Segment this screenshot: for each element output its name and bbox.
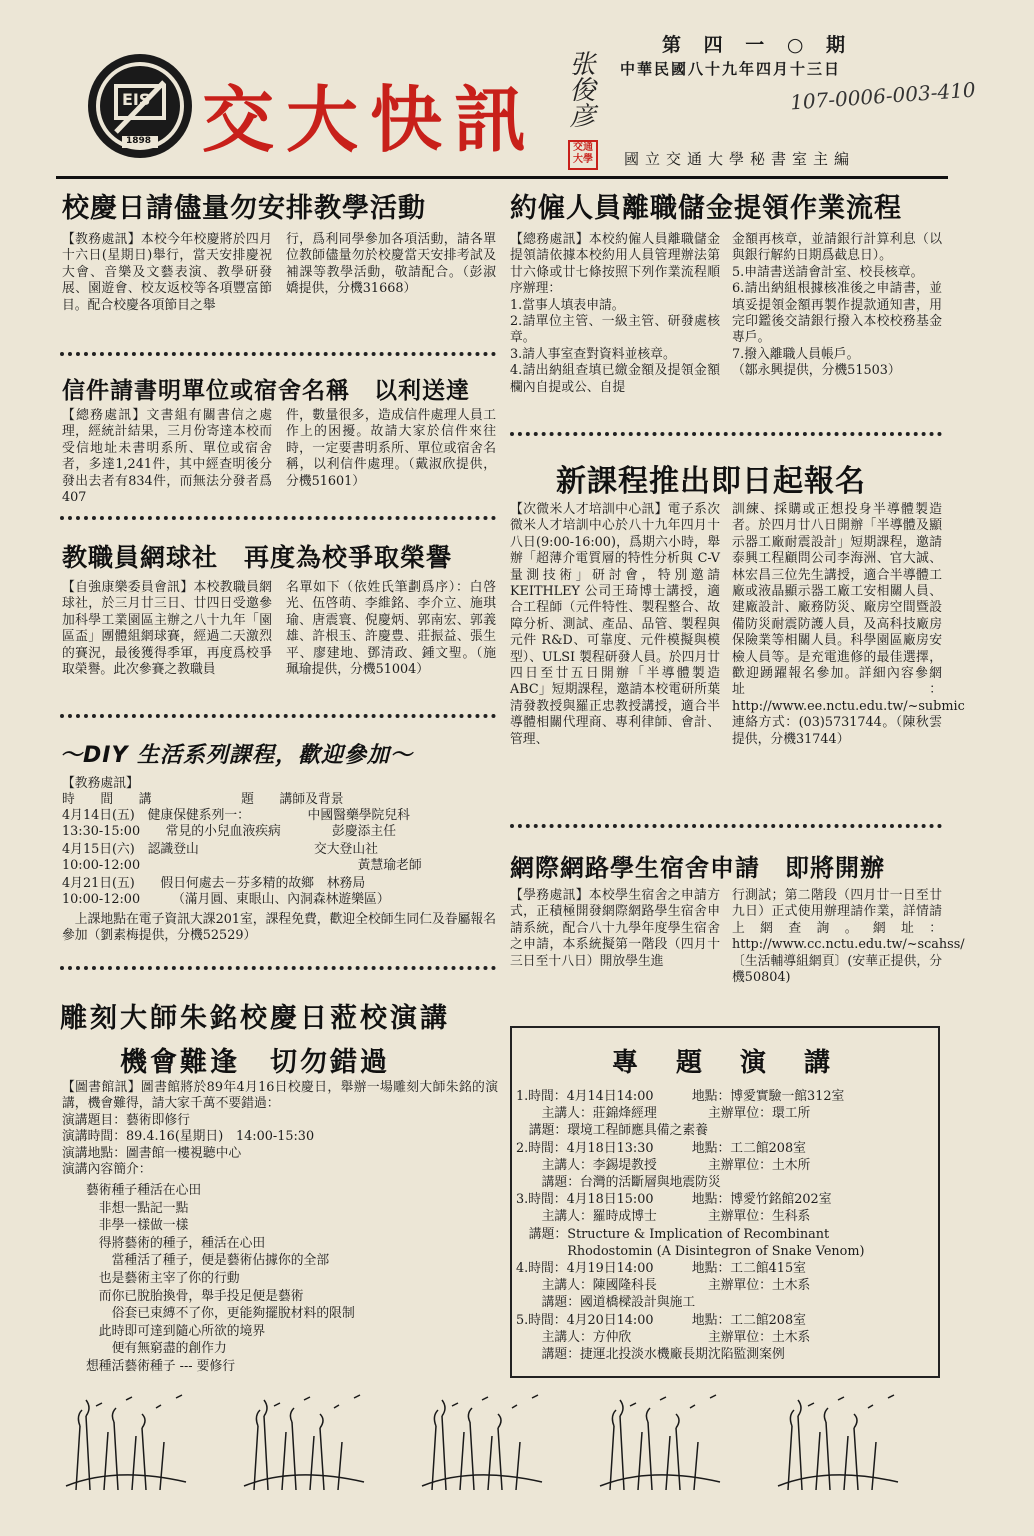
article-body: 【教務處訊】本校今年校慶將於四月十六日(星期日)舉行，當天安排慶祝大會、音樂及文藝表演、教學研發展、園遊會、校友返校等各項豐富節目。配合校慶各項節目之舉	[62, 232, 272, 313]
lecture-item: 2.時間：4月18日13:30 地點：工二館208室 主講人：李錫堤教授 主辦單位：土木所 講題：台灣的活斷層與地震防災	[516, 1140, 811, 1191]
red-seal: 交通大學	[568, 140, 598, 170]
logo-year: 1898	[126, 136, 152, 146]
poem: 藝術種子種活在心田 非想一點記一點 非學一樣做一樣 得將藝術的種子，種活在心田 當種活了種子，便是藝術佔據你的全部 也是藝術主宰了你的行動 而你已脫胎換骨，舉手投足便是藝術 俗套已束縛不了你，更能夠擺脫材料的限制 此時即可達到隨心所欲的境界 便有無窮盡的創作力 想種活藝術種子 --- 要修行	[86, 1183, 355, 1374]
archive-code: 107-0006-003-410	[789, 77, 977, 115]
article-body: 名單如下（依姓氏筆劃爲序）：白啓光、伍啓萌、李維銘、李介立、施琪瑜、唐震寰、倪慶炳、郭南宏、郭義雄、許根玉、許慶豊、莊振益、張生平、廖建地、鄧清政、鍾文聖。（施珮瑜提供，分機51004）	[286, 580, 496, 678]
article-body: 訓練、採購或正想投身半導體製造者。於四月廿八日開辦「半導體及顯示器工廠耐震設計」短期課程，邀請泰興工程顧問公司李海洲、官大誠、林宏昌三位先生講授，適合半導體工廠或液晶顯示器工廠工安相關人員、建廠設計、廠務防災、廠房空間暨設備防災耐震防護人員，及高科技廠房保險業等相關人員。科學園區廠房安檢人員等。是充電進修的最佳選擇，歡迎踴躍報名參加。詳細內容參網址：http://www.ee.nctu.edu.tw/~submic 連絡方式：(03)5731744。（陳秋雲提供，分機31744）	[732, 502, 965, 747]
article-body: 【圖書館訊】圖書館將於89年4月16日校慶日，舉辦一場雕刻大師朱銘的演講，機會難得，請大家千萬不要錯過： 演講題目：藝術即修行 演講時間：89.4.16(星期日) 14:00-15:30 演講地點：圖書館一樓視聽中心 演講內容簡介：	[62, 1080, 498, 1178]
schedule-row: 4月14日(五) 健康保健系列一： 中國醫藥學院兒科 13:30-15:00 常見的小兒血液疾病 彭慶添主任	[62, 808, 410, 840]
article-body: 【學務處訊】本校學生宿舍之申請方式，正積極開發網際網路學生宿舍申請系統，配合八十九學年度學生宿舍之申請，本系統擬第一階段（四月十三日至十八日）開放學生進	[510, 888, 720, 969]
editor-line: 國立交通大學秘書室主編	[624, 150, 856, 168]
schedule-source: 【教務處訊】	[62, 776, 139, 791]
article-body: 【總務處訊】本校約僱人員離職儲金提領請依據本校約用人員管理辦法第廿六條或廿七條按照下列作業流程順序辦理： 1.當事人填表申請。 2.請單位主管、一級主管、研發處核章。 3.請人事室查對資料並核章。 4.請出納組查填已繳金額及提領金額欄內自提或公、自提	[510, 232, 720, 395]
issue-date: 中華民國八十九年四月十三日	[620, 60, 842, 78]
article-body: 【總務處訊】文書組有關書信之處理，經統計結果，三月份寄達本校而受信地址未書明系所、單位或宿舍者，多達1,241件，其中經查明後分發出去者有834件，而無法分發者爲407	[62, 408, 272, 506]
article-body: 【自強康樂委員會訊】本校教職員網球社，於三月廿三日、廿四日受邀參加科學工業園區主辦之八十九年「園區盃」團體組網球賽，經過二天激烈的賽況，最後獲得季軍，再度爲校爭取榮譽。此次參賽之教職員	[62, 580, 272, 678]
article-body: 金額再核章，並請銀行計算利息（以與銀行解約日期爲截息日）。 5.申請書送請會計室、校長核章。 6.請出納組根據核准後之申請書，並填妥提領金額再製作提款通知書，用完印鑑後交請銀行撥入本校校務基金專戶。 7.撥入離職人員帳戶。 （鄒永興提供，分機51503）	[732, 232, 942, 379]
divider	[60, 352, 496, 356]
issue-number: 第 四 一 ○ 期	[662, 34, 854, 56]
university-logo	[86, 52, 194, 160]
lecture-box-title: 專 題 演 講	[612, 1048, 837, 1078]
article-title: 網際網路學生宿舍申請 即將開辦	[510, 854, 885, 882]
article-title: ～DIY 生活系列課程，歡迎參加～	[60, 743, 414, 768]
calligraphy-signature: 张俊彦	[565, 50, 595, 128]
schedule-row: 4月15日(六) 認識登山 交大登山社 10:00-12:00 黃慧瑜老師	[62, 842, 422, 874]
article-body: 件，數量很多，造成信件處理人員工作上的困擾。故請大家於信件來往時，一定要書明系所、單位或宿舍名稱，以利信件處理。（戴淑欣提供，分機51601）	[286, 408, 496, 489]
lecture-list	[516, 1088, 864, 1363]
lecture-item: 5.時間：4月20日14:00 地點：工二館208室 主講人：方仲欣 主辦單位：土木系 講題：捷運北投淡水機廠長期沈陷監測案例	[516, 1312, 811, 1363]
logo-letters: EIS	[122, 90, 151, 109]
article-title: 信件請書明單位或宿舍名稱 以利送達	[62, 378, 470, 404]
article-title: 教職員網球社 再度為校爭取榮譽	[62, 543, 453, 572]
masthead-title: 交大快訊	[202, 77, 539, 162]
article-title: 約僱人員離職儲金提領作業流程	[510, 193, 902, 224]
article-title: 校慶日請儘量勿安排教學活動	[62, 193, 426, 224]
article-title: 雕刻大師朱銘校慶日蒞校演講	[60, 1003, 450, 1034]
divider	[510, 432, 942, 436]
lecture-item: 1.時間：4月14日14:00 地點：博愛實驗一館312室 主講人：莊錦烽經理 主辦單位：環工所 講題：環境工程師應具備之素養	[516, 1089, 845, 1139]
schedule-header: 時 間 講 題 講師及背景	[62, 792, 344, 807]
lecture-box	[510, 1026, 940, 1378]
article-body: 行，爲利同學參加各項活動，請各單位教師儘量勿於校慶當天安排考試及補課等教學活動，敬請配合。（彭淑嬌提供，分機31668）	[286, 232, 496, 297]
divider	[510, 824, 942, 828]
article-body: 【次微米人才培訓中心訊】電子系次微米人才培訓中心於八十九年四月十八日(9:00-16:00)，爲期六小時，舉辦「超薄介電質層的特性分析與 C-V 量測技術」研討會，特別邀請KEITHLEY 公司王琦博士講授，適合工程師（元件特性、製程整合、故障分析、測試、產品、品管、製程與元件 R&D、可靠度、元件模擬與模型）、ULSI 製程研發人員。於四月廿四日至廿五日開辦「半導體製造ABC」短期課程，邀請本校電研所葉清發教授與羅正忠教授講授，適合半導體相關代理商、專利律師、會計、管理、	[510, 502, 720, 747]
article-body: 行測試；第二階段（四月廿一日至廿九日）正式使用辦理請作業，詳情請上網查詢。網址：http://www.cc.nctu.edu.tw/~scahss/ 〔生活輔導組網頁〕(安華正提供，分機50804)	[732, 888, 965, 986]
schedule-note: 上課地點在電子資訊大課201室，課程免費，歡迎全校師生同仁及眷屬報名參加（劉素梅提供，分機52529）	[62, 912, 496, 944]
reed-illustration-strip	[56, 1386, 946, 1496]
masthead-rule	[56, 176, 948, 179]
lecture-item: 4.時間：4月19日14:00 地點：工二館415室 主講人：陳國隆科長 主辦單位：土木系 講題：國道橋樑設計與施工	[516, 1261, 811, 1311]
lecture-item: 3.時間：4月18日15:00 地點：博愛竹銘館202室 主講人：羅時成博士 主辦單位：生科系 講題：Structure & Implication of Recombinant Rhodostomin (A Disintegron of Snake Venom)	[516, 1192, 865, 1259]
schedule-row: 4月21日(五) 假日何處去－芬多精的故鄉 林務局 10:00-12:00 （滿月圓、東眼山、內洞森林遊樂區）	[62, 876, 390, 908]
divider	[60, 516, 496, 520]
divider	[60, 714, 496, 718]
article-subtitle: 機會難逢 切勿錯過	[120, 1047, 390, 1078]
article-title: 新課程推出即日起報名	[556, 464, 866, 499]
divider	[60, 966, 496, 970]
